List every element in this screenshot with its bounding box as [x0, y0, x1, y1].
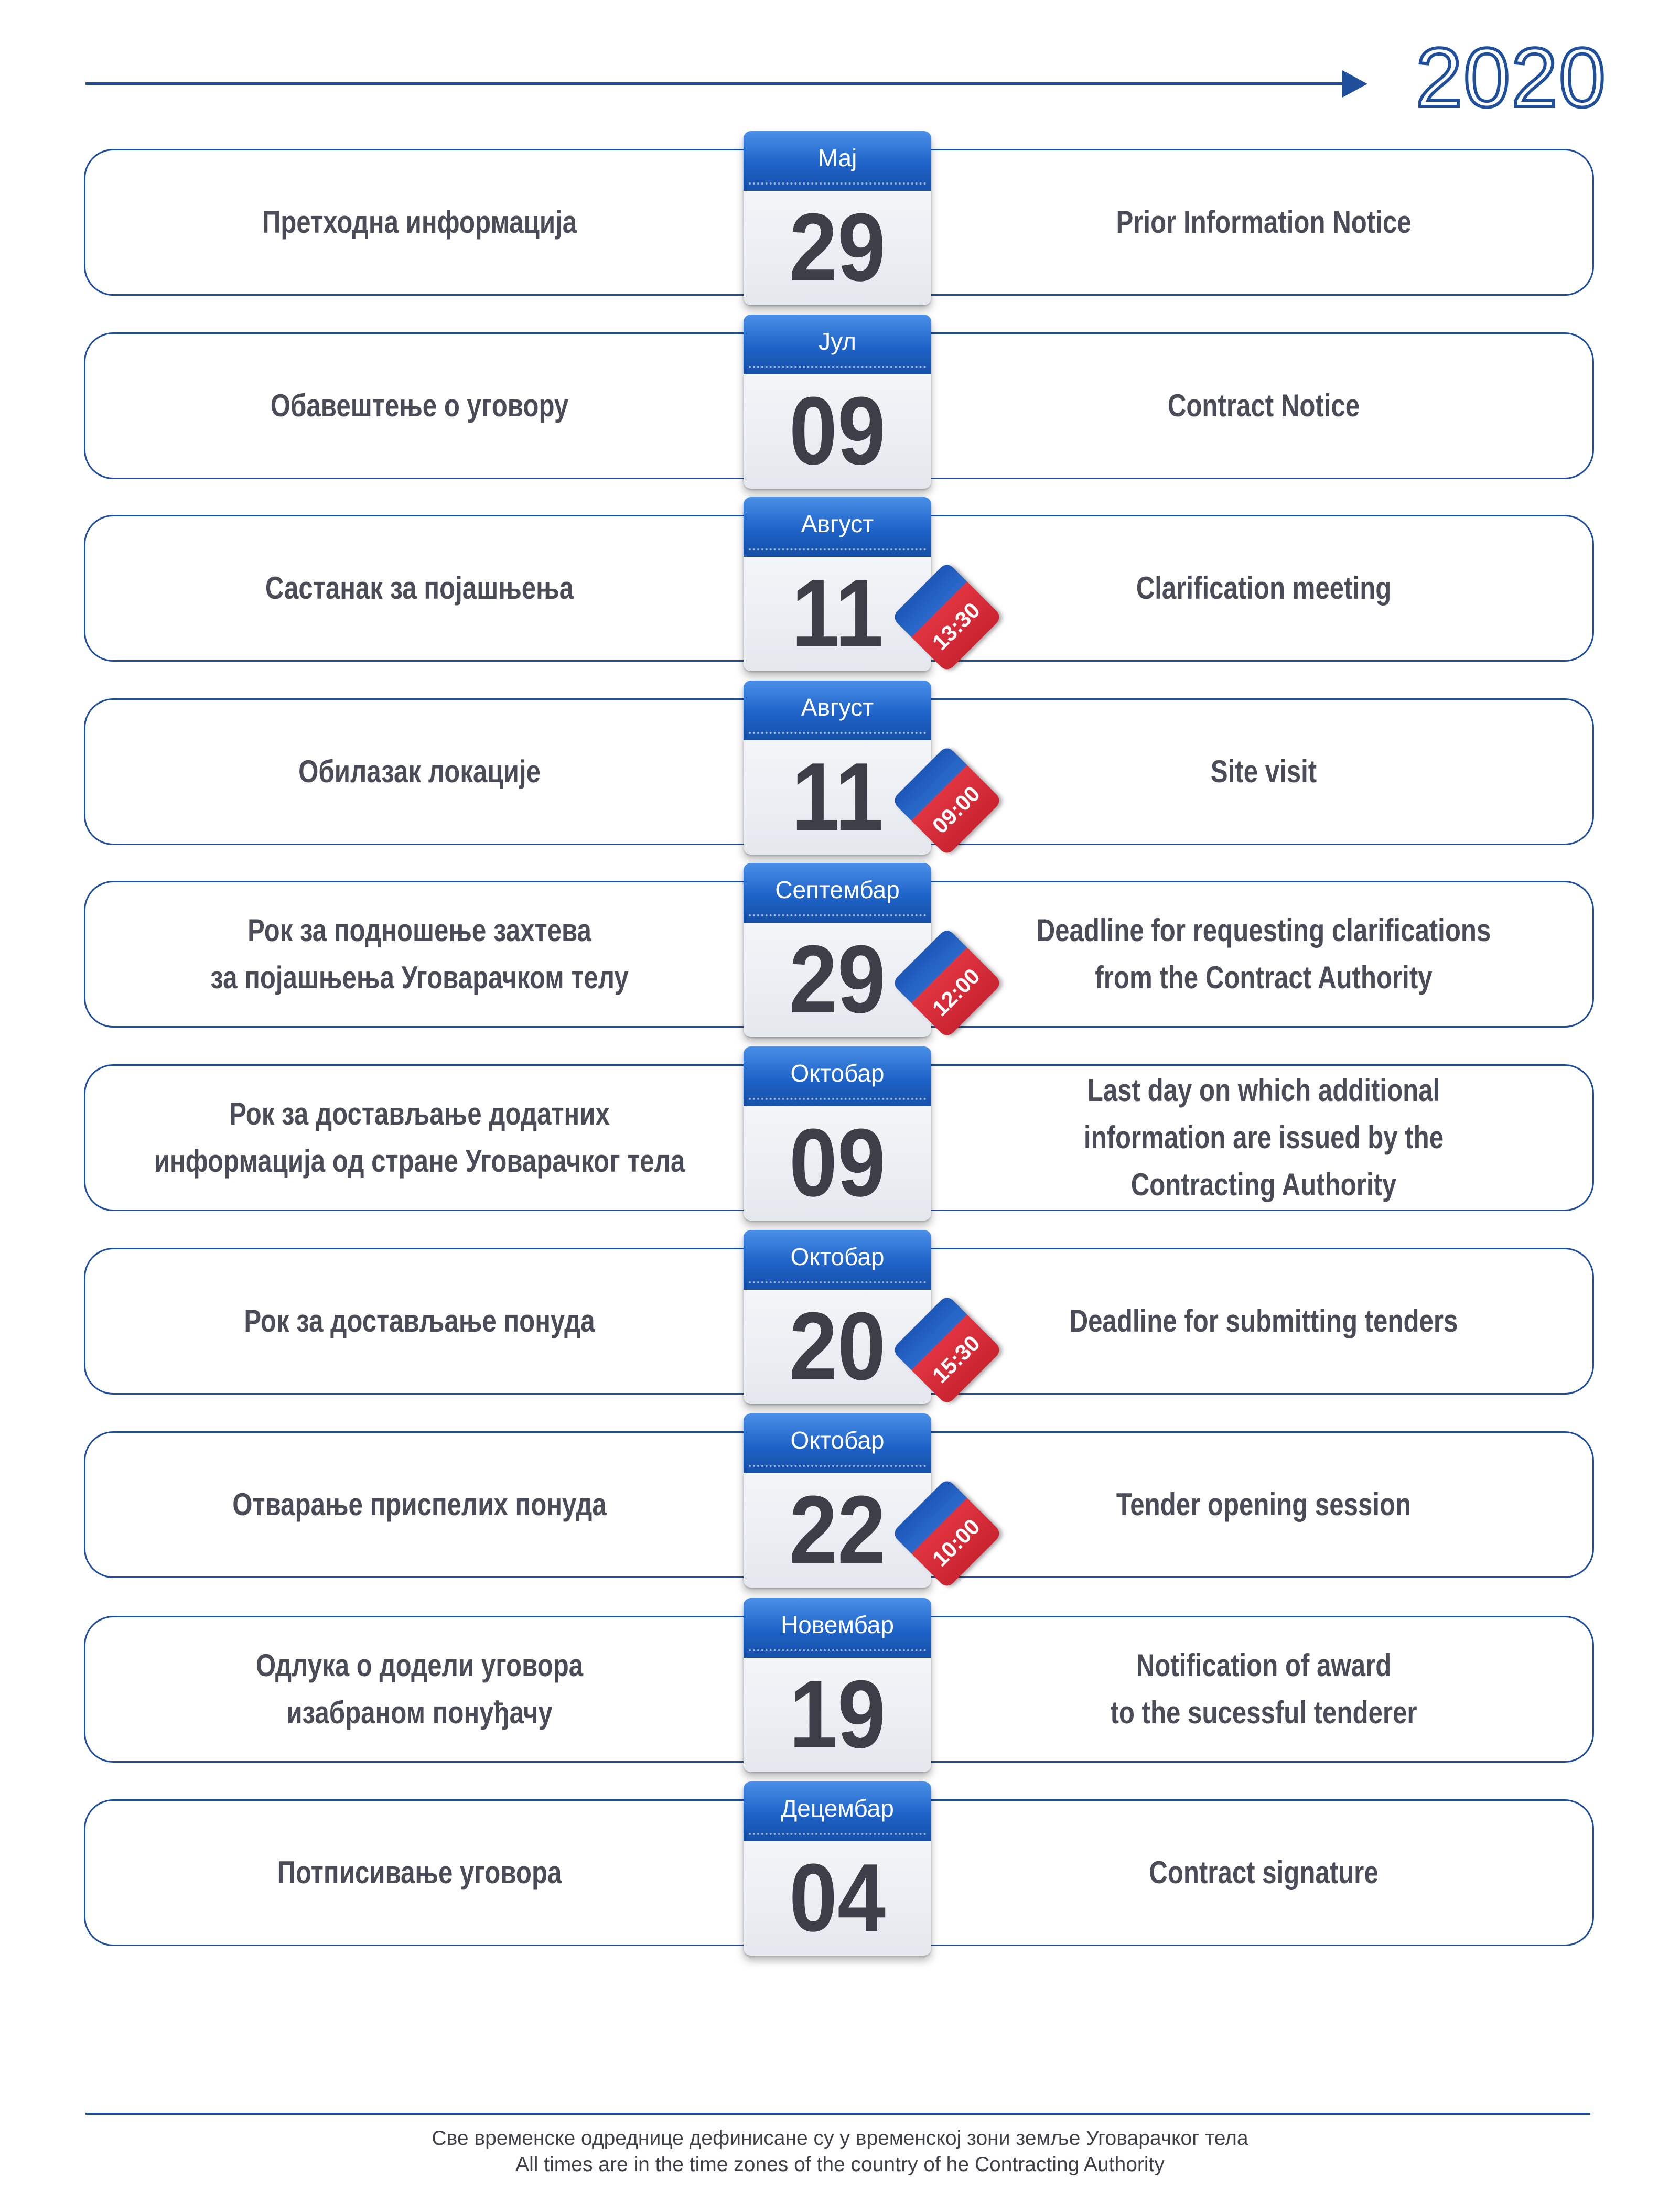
footnote-english: All times are in the time zones of the country of he Contracting Authority	[515, 2153, 1165, 2176]
event-label-english: Prior Information Notice	[1116, 204, 1412, 240]
calendar-month: Август	[801, 510, 874, 537]
time-label: 15:30	[927, 1330, 985, 1388]
calendar-month: Октобар	[790, 1427, 885, 1454]
calendar-day: 04	[789, 1843, 886, 1951]
event-label-serbian: Одлука о додели уговора изабраном понуђачу	[255, 1648, 584, 1730]
footnote-serbian: Све временске одреднице дефинисане су у временској зони земље Уговарачког тела	[432, 2127, 1248, 2150]
year-title: 2020	[1416, 30, 1607, 124]
calendar-icon	[744, 681, 931, 855]
calendar-icon	[744, 497, 931, 671]
calendar-header	[744, 131, 931, 191]
calendar-icon	[744, 1781, 931, 1956]
calendar-day: 11	[791, 742, 884, 850]
calendar-header	[744, 315, 931, 374]
event-label-serbian: Рок за достављање понуда	[244, 1303, 595, 1338]
calendar-icon	[744, 315, 931, 489]
time-label: 10:00	[927, 1514, 985, 1571]
event-label-english: Deadline for requesting clarifications from the Contract Authority	[1036, 913, 1491, 995]
timeline-row	[84, 1795, 1594, 1951]
event-label-serbian: Обилазак локације	[298, 754, 541, 789]
calendar-month: Новембар	[781, 1611, 894, 1638]
calendar-day: 09	[789, 1108, 886, 1216]
calendar-day: 20	[789, 1292, 886, 1400]
time-label: 12:00	[927, 963, 985, 1021]
event-label-serbian: Потписивање уговора	[277, 1855, 562, 1890]
event-label-english: Contract signature	[1149, 1855, 1379, 1890]
calendar-day: 11	[791, 559, 884, 667]
event-label-english: Last day on which additional information are issued by the Contracting Authority	[1083, 1073, 1444, 1202]
calendar-month: Септембар	[775, 876, 900, 903]
calendar-header	[744, 497, 931, 557]
timeline-row	[84, 1243, 1594, 1400]
calendar-icon	[744, 1598, 931, 1772]
event-label-english: Tender opening session	[1116, 1487, 1412, 1522]
event-label-english: Contract Notice	[1167, 388, 1360, 423]
event-label-serbian: Претходна информација	[262, 204, 577, 240]
timeline-row	[84, 694, 1594, 850]
calendar-header	[744, 1230, 931, 1290]
calendar-icon	[744, 1046, 931, 1221]
calendar-month: Август	[801, 694, 874, 721]
event-label-serbian: Отварање приспелих понуда	[232, 1487, 607, 1522]
calendar-month: Јул	[819, 328, 856, 355]
calendar-day: 19	[789, 1660, 886, 1768]
calendar-header	[744, 1413, 931, 1473]
calendar-icon	[744, 131, 931, 305]
time-label: 09:00	[927, 781, 985, 838]
calendar-month: Децембар	[781, 1795, 894, 1822]
timeline-row	[84, 328, 1594, 484]
timeline-row	[84, 510, 1594, 667]
calendar-icon	[744, 863, 931, 1037]
timeline-row	[84, 1427, 1594, 1583]
calendar-day: 29	[789, 925, 886, 1033]
footer-divider	[85, 2113, 1590, 2115]
calendar-icon	[744, 1413, 931, 1588]
calendar-day: 09	[789, 376, 886, 484]
event-label-serbian: Рок за подношење захтева за појашњења Уговарачком телу	[210, 913, 629, 995]
event-label-serbian: Састанак за појашњења	[265, 570, 574, 606]
event-label-english: Clarification meeting	[1136, 570, 1392, 606]
calendar-day: 29	[789, 193, 886, 301]
timeline-row	[84, 1060, 1594, 1216]
event-label-english: Site visit	[1210, 754, 1317, 789]
time-label: 13:30	[927, 597, 985, 655]
calendar-header	[744, 1781, 931, 1841]
timeline-row	[84, 144, 1594, 301]
calendar-header	[744, 681, 931, 740]
event-label-english: Notification of award to the sucessful tenderer	[1110, 1648, 1417, 1730]
calendar-header	[744, 1598, 931, 1658]
calendar-month: Октобар	[790, 1243, 885, 1270]
event-label-serbian: Обавештење о уговору	[270, 388, 569, 423]
calendar-month: Мај	[817, 144, 857, 171]
event-label-serbian: Рок за достављање додатних информација од стране Уговарачког тела	[154, 1096, 685, 1179]
timeline-row	[84, 1611, 1594, 1768]
timeline-row	[84, 876, 1594, 1033]
calendar-icon	[744, 1230, 931, 1404]
event-label-english: Deadline for submitting tenders	[1069, 1303, 1458, 1338]
calendar-day: 22	[789, 1475, 886, 1583]
calendar-month: Октобар	[790, 1060, 885, 1087]
calendar-header	[744, 863, 931, 923]
calendar-header	[744, 1046, 931, 1106]
